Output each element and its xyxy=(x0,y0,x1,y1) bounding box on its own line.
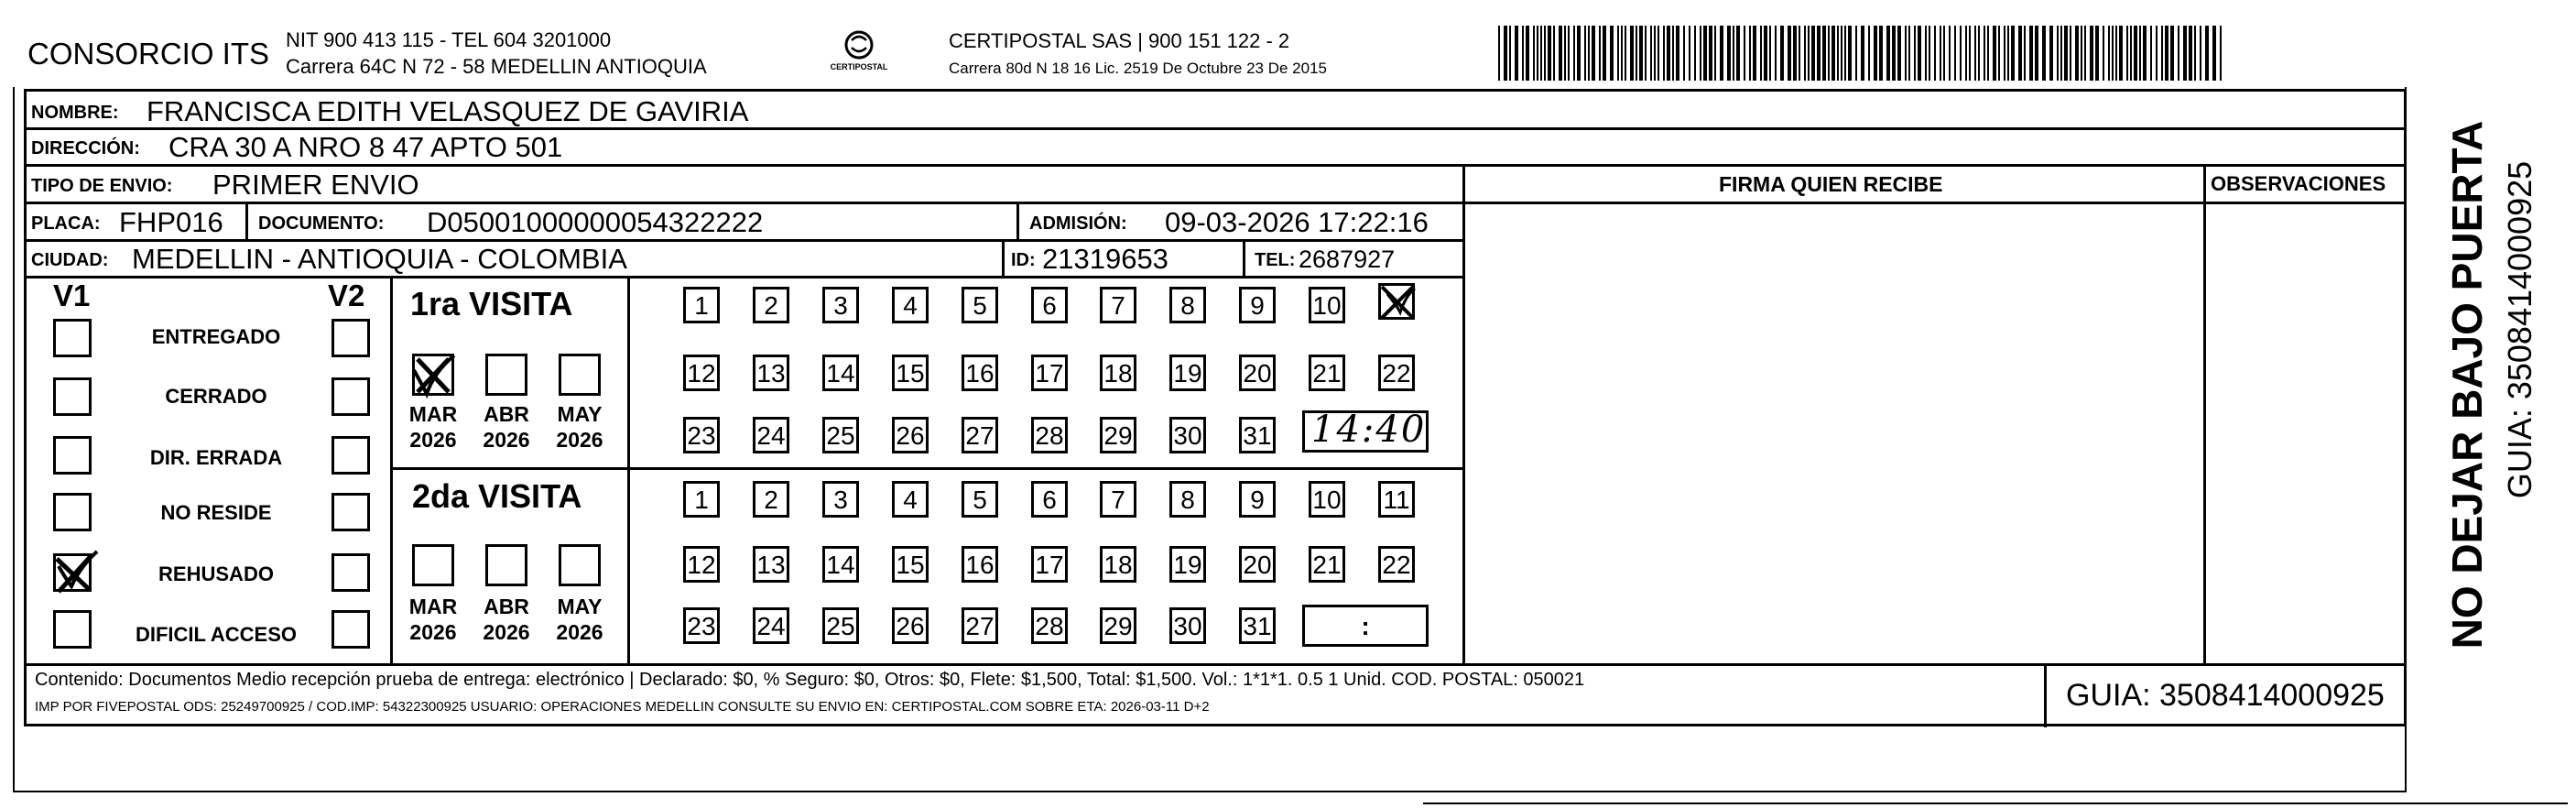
visit2-year-abr: 2026 xyxy=(483,620,530,644)
visit2-mar-checkbox[interactable] xyxy=(412,544,454,586)
visit1-day-20[interactable]: 20 xyxy=(1239,355,1276,391)
carrier-address: Carrera 80d N 18 16 Lic. 2519 De Octubre 23 De 2015 xyxy=(949,60,1327,77)
ciudad-label: CIUDAD: xyxy=(31,250,109,270)
visit1-day-8[interactable]: 8 xyxy=(1169,287,1206,323)
visit2-day-18[interactable]: 18 xyxy=(1100,546,1136,583)
row-line xyxy=(24,276,1464,278)
visit1-day-3[interactable]: 3 xyxy=(822,287,859,323)
observaciones-header: OBSERVACIONES xyxy=(2211,172,2386,195)
row-line xyxy=(24,164,2407,167)
visit2-day-22[interactable]: 22 xyxy=(1378,546,1415,583)
visit1-day-27[interactable]: 27 xyxy=(962,417,998,453)
visit2-day-28[interactable]: 28 xyxy=(1031,607,1068,644)
visit1-title: 1ra VISITA xyxy=(410,285,573,322)
v1-entregado-checkbox[interactable] xyxy=(53,319,92,357)
status-label-dificil-acceso: DIFICIL ACCESO xyxy=(135,623,297,646)
visit2-day-3[interactable]: 3 xyxy=(822,481,859,518)
visit1-day-28[interactable]: 28 xyxy=(1031,417,1068,453)
v2-entregado-checkbox[interactable] xyxy=(332,319,370,357)
firma-header: FIRMA QUIEN RECIBE xyxy=(1719,172,1943,196)
col-divider-firma xyxy=(1462,164,1465,664)
visit1-day-29[interactable]: 29 xyxy=(1100,417,1136,453)
visit1-day-13[interactable]: 13 xyxy=(753,355,789,391)
status-label-no-reside: NO RESIDE xyxy=(160,501,272,524)
footer-imp: IMP POR FIVEPOSTAL ODS: 25249700925 / COD.IMP: 54322300925 USUARIO: OPERACIONES MEDELLIN CONSULTE SU ENVIO EN: CERTIPOSTAL.COM SOBRE ETA: 2026-03-11 D+2 xyxy=(35,699,1210,715)
direccion-value: CRA 30 A NRO 8 47 APTO 501 xyxy=(168,131,563,163)
visit2-title: 2da VISITA xyxy=(412,477,582,515)
visit1-day-4[interactable]: 4 xyxy=(892,287,929,323)
ciudad-value: MEDELLIN - ANTIOQUIA - COLOMBIA xyxy=(132,243,627,275)
visit1-day-7[interactable]: 7 xyxy=(1100,287,1136,323)
visit2-day-6[interactable]: 6 xyxy=(1031,481,1068,518)
tel-divider xyxy=(1243,239,1245,277)
direccion-label: DIRECCIÓN: xyxy=(31,138,140,158)
footer-guia: GUIA: 3508414000925 xyxy=(2066,678,2385,713)
months-divider xyxy=(627,276,630,664)
row-line xyxy=(24,127,2407,130)
rehusado-check-mark xyxy=(49,546,104,601)
tipo-envio-value: PRIMER ENVIO xyxy=(212,169,419,201)
tipo-envio-label: TIPO DE ENVIO: xyxy=(31,176,173,196)
status-label-cerrado: CERRADO xyxy=(165,385,267,408)
visit2-day-19[interactable]: 19 xyxy=(1169,546,1206,583)
side-no-dejar: NO DEJAR BAJO PUERTA xyxy=(2443,120,2491,650)
visit1-day-17[interactable]: 17 xyxy=(1031,355,1068,391)
v2-no-reside-checkbox[interactable] xyxy=(332,493,370,531)
nombre-label: NOMBRE: xyxy=(31,103,119,123)
admision-value: 09-03-2026 17:22:16 xyxy=(1165,206,1429,238)
visit2-month-may: MAY xyxy=(557,595,603,618)
visit2-day-13[interactable]: 13 xyxy=(753,546,789,583)
visit2-day-7[interactable]: 7 xyxy=(1100,481,1136,518)
visit1-year-mar: 2026 xyxy=(409,428,457,452)
logo-text: CERTIPOSTAL xyxy=(830,62,888,71)
visit2-day-1[interactable]: 1 xyxy=(683,481,720,518)
placa-label: PLACA: xyxy=(31,213,101,234)
v2-rehusado-checkbox[interactable] xyxy=(332,553,370,592)
footer-line xyxy=(24,663,2407,666)
visit1-day-18[interactable]: 18 xyxy=(1100,355,1136,391)
placa-value: FHP016 xyxy=(119,206,223,238)
visit1-mar-check-mark xyxy=(408,350,460,401)
row-line xyxy=(24,239,1464,242)
visit1-day-16[interactable]: 16 xyxy=(962,355,998,391)
v2-cerrado-checkbox[interactable] xyxy=(332,377,370,416)
visit2-month-abr: ABR xyxy=(484,595,529,618)
v1-dificil-acceso-checkbox[interactable] xyxy=(53,610,92,649)
nombre-value: FRANCISCA EDITH VELASQUEZ DE GAVIRIA xyxy=(147,95,749,127)
visit2-day-31[interactable]: 31 xyxy=(1239,607,1276,644)
v1-cerrado-checkbox[interactable] xyxy=(53,377,92,416)
visit2-day-30[interactable]: 30 xyxy=(1169,607,1206,644)
visit2-day-10[interactable]: 10 xyxy=(1309,481,1345,518)
footer-contenido: Contenido: Documentos Medio recepción prueba de entrega: electrónico | Declarado: $0, % Seguro: $0, Otros: $0, Flete: $1,500, Total: $1,500. Vol.: 1*1*1. 0.5 1 Unid. COD. POSTAL: 050021 xyxy=(35,670,1585,690)
visit2-day-11[interactable]: 11 xyxy=(1378,481,1415,518)
visit1-day-22[interactable]: 22 xyxy=(1378,355,1415,391)
visit1-abr-checkbox[interactable] xyxy=(485,354,527,396)
visit2-day-23[interactable]: 23 xyxy=(683,607,720,644)
visit2-day-25[interactable]: 25 xyxy=(822,607,859,644)
visit2-day-21[interactable]: 21 xyxy=(1309,546,1345,583)
visit1-day-23[interactable]: 23 xyxy=(683,417,720,453)
visit1-month-may: MAY xyxy=(557,402,603,426)
visit1-may-checkbox[interactable] xyxy=(559,354,601,396)
visit2-may-checkbox[interactable] xyxy=(559,544,601,586)
visit2-day-16[interactable]: 16 xyxy=(962,546,998,583)
visit1-day-25[interactable]: 25 xyxy=(822,417,859,453)
visit2-month-mar: MAR xyxy=(408,595,458,618)
visit1-time-handwritten: 14:40 xyxy=(1311,409,1427,451)
status-label-entregado: ENTREGADO xyxy=(151,325,281,348)
documento-label: DOCUMENTO: xyxy=(258,213,385,234)
documento-value: D05001000000054322222 xyxy=(427,206,764,238)
visit2-day-2[interactable]: 2 xyxy=(753,481,789,518)
visit2-day-27[interactable]: 27 xyxy=(962,607,998,644)
visit-divider xyxy=(390,467,1464,470)
v1-label: V1 xyxy=(53,278,91,312)
visit2-day-20[interactable]: 20 xyxy=(1239,546,1276,583)
company-name: CONSORCIO ITS xyxy=(27,37,270,71)
company-nit-tel: NIT 900 413 115 - TEL 604 3201000 xyxy=(286,28,612,51)
visit2-day-29[interactable]: 29 xyxy=(1100,607,1136,644)
visit1-day-31[interactable]: 31 xyxy=(1239,417,1276,453)
id-label: ID: xyxy=(1011,250,1036,270)
visit2-year-may: 2026 xyxy=(556,620,603,644)
visit2-day-8[interactable]: 8 xyxy=(1169,481,1206,518)
status-label-rehusado: REHUSADO xyxy=(158,562,274,585)
visit1-year-may: 2026 xyxy=(556,428,603,452)
visit2-year-mar: 2026 xyxy=(409,620,457,644)
bottom-edge-line xyxy=(1423,803,2568,804)
col-divider-obs xyxy=(2203,164,2206,664)
visit2-day-26[interactable]: 26 xyxy=(892,607,929,644)
certipostal-logo xyxy=(831,29,886,81)
visit1-day-10[interactable]: 10 xyxy=(1309,287,1345,323)
admision-divider xyxy=(1016,202,1019,240)
visit1-day-2[interactable]: 2 xyxy=(753,287,789,323)
visit2-day-14[interactable]: 14 xyxy=(822,546,859,583)
visit2-day-4[interactable]: 4 xyxy=(892,481,929,518)
tel-value: 2687927 xyxy=(1299,246,1396,273)
v2-dificil-acceso-checkbox[interactable] xyxy=(332,610,370,649)
carrier-name: CERTIPOSTAL SAS | 900 151 122 - 2 xyxy=(949,29,1290,52)
visit2-day-9[interactable]: 9 xyxy=(1239,481,1276,518)
visit1-day-30[interactable]: 30 xyxy=(1169,417,1206,453)
visit2-day-17[interactable]: 17 xyxy=(1031,546,1068,583)
v2-dir-errada-checkbox[interactable] xyxy=(332,436,370,475)
visit1-day-12[interactable]: 12 xyxy=(683,355,720,391)
visit2-time-box[interactable]: : xyxy=(1302,605,1429,647)
id-value: 21319653 xyxy=(1042,243,1168,275)
placa-divider xyxy=(245,202,248,240)
visit1-day-1[interactable]: 1 xyxy=(683,287,720,323)
visit1-day-11-cross-mark xyxy=(1376,281,1418,323)
visit2-day-5[interactable]: 5 xyxy=(962,481,998,518)
guia-divider xyxy=(2044,663,2047,727)
visit1-day-24[interactable]: 24 xyxy=(753,417,789,453)
visit1-day-21[interactable]: 21 xyxy=(1309,355,1345,391)
visit1-day-14[interactable]: 14 xyxy=(822,355,859,391)
visit2-day-15[interactable]: 15 xyxy=(892,546,929,583)
visit1-day-5[interactable]: 5 xyxy=(962,287,998,323)
visit1-year-abr: 2026 xyxy=(483,428,530,452)
v1-dir-errada-checkbox[interactable] xyxy=(53,436,92,475)
visit1-day-19[interactable]: 19 xyxy=(1169,355,1206,391)
v1-no-reside-checkbox[interactable] xyxy=(53,493,92,531)
visit1-month-mar: MAR xyxy=(408,402,458,426)
visit1-day-6[interactable]: 6 xyxy=(1031,287,1068,323)
visit2-abr-checkbox[interactable] xyxy=(485,544,527,586)
admision-label: ADMISIÓN: xyxy=(1029,213,1127,234)
side-guia: GUIA: 3508414000925 xyxy=(2501,160,2538,499)
visit1-day-15[interactable]: 15 xyxy=(892,355,929,391)
tel-label: TEL: xyxy=(1255,250,1296,270)
visit1-day-9[interactable]: 9 xyxy=(1239,287,1276,323)
visit2-day-12[interactable]: 12 xyxy=(683,546,720,583)
col-header-line xyxy=(1462,202,2407,204)
status-divider xyxy=(390,276,393,664)
barcode xyxy=(1498,26,2231,81)
visit1-day-26[interactable]: 26 xyxy=(892,417,929,453)
status-label-dir-errada: DIR. ERRADA xyxy=(149,446,283,469)
company-address: Carrera 64C N 72 - 58 MEDELLIN ANTIOQUIA xyxy=(286,55,707,78)
visit1-month-abr: ABR xyxy=(484,402,529,426)
v2-label: V2 xyxy=(328,278,365,312)
visit2-day-24[interactable]: 24 xyxy=(753,607,789,644)
id-divider xyxy=(1002,239,1005,277)
